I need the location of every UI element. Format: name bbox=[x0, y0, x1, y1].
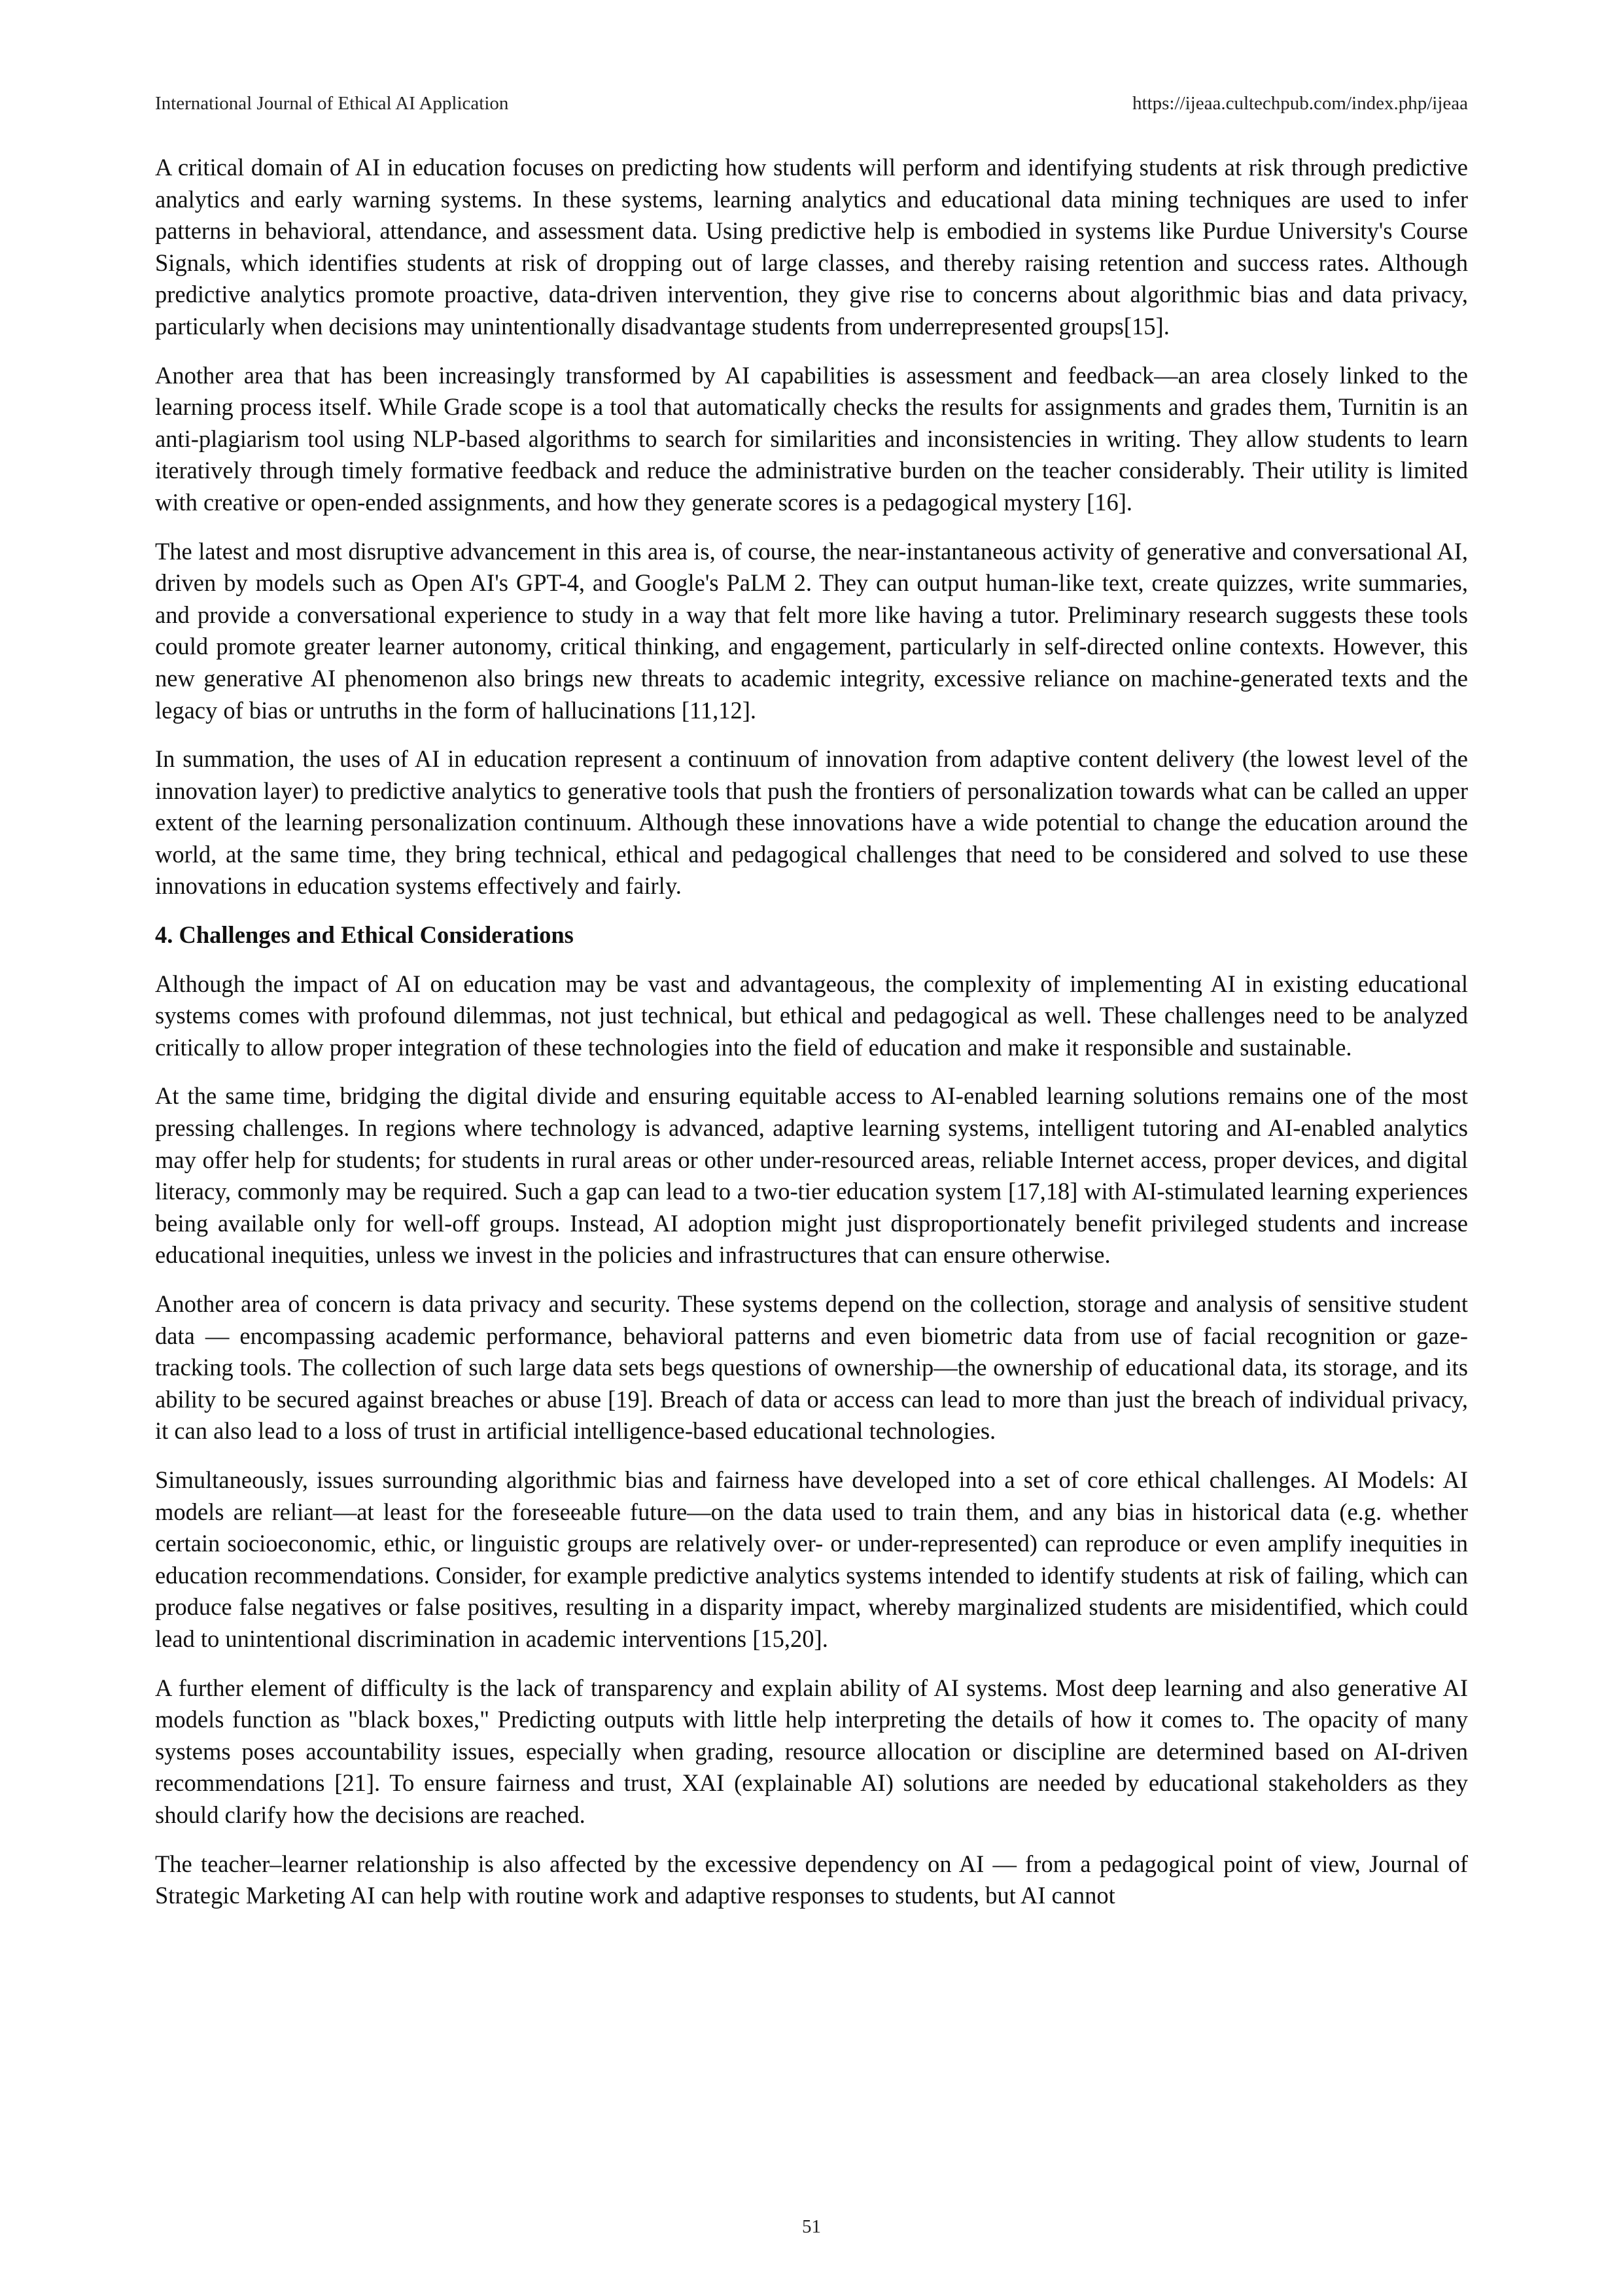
paragraph: At the same time, bridging the digital divide and ensuring equitable access to AI-enabled learning solutions remains one of the most pressing challenges. In regions where technology is advanced, adaptive learning systems, intelligent tutoring and AI-enabled analytics may offer help for students; for students in rural areas or other under-resourced areas, reliable Internet access, proper devices, and digital literacy, commonly may be required. Such a gap can lead to a two-tier education system [17,18] with AI-stimulated learning experiences being available only for well-off groups. Instead, AI adoption might just disproportionately benefit privileged students and increase educational inequities, unless we invest in the policies and infrastructures that can ensure otherwise. bbox=[155, 1082, 1468, 1269]
page-footer bbox=[0, 2214, 1623, 2240]
paragraph: A critical domain of AI in education focuses on predicting how students will perform and identifying students at risk through predictive analytics and early warning systems. In these systems, learning analytics and educational data mining techniques are used to infer patterns in behavioral, attendance, and assessment data. Using predictive help is embodied in systems like Purdue University's Course Signals, which identifies students at risk of dropping out of large classes, and thereby raising retention and success rates. Although predictive analytics promote proactive, data-driven intervention, they give rise to concerns about algorithmic bias and data privacy, particularly when decisions may unintentionally disadvantage students from underrepresented groups[15]. bbox=[155, 154, 1468, 340]
paragraph: A further element of difficulty is the lack of transparency and explain ability of AI systems. Most deep learning and also generative AI models function as "black boxes," Predicting outputs with little help interpreting the details of how it comes to. The opacity of many systems poses accountability issues, especially when grading, resource allocation or discipline are determined based on AI-driven recommendations [21]. To ensure fairness and trust, XAI (explainable AI) solutions are needed by educational stakeholders as they should clarify how the decisions are reached. bbox=[155, 1674, 1468, 1828]
section-heading: 4. Challenges and Ethical Considerations bbox=[155, 921, 574, 949]
paragraph: Simultaneously, issues surrounding algorithmic bias and fairness have developed into a set of core ethical challenges. AI Models: AI models are reliant—at least for the foreseeable future—on the data used to train them, and any bias in historical data (e.g. whether certain socioeconomic, ethic, or linguistic groups are relatively over- or under-represented) can reproduce or even amplify inequities in education recommendations. Consider, for example predictive analytics systems intended to identify students at risk of failing, which can produce false negatives or false positives, resulting in a disparity impact, whereby marginalized students are misidentified, which could lead to unintentional discrimination in academic interventions [15,20]. bbox=[155, 1466, 1468, 1652]
paragraph: Although the impact of AI on education may be vast and advantageous, the complexity of implementing AI in existing educational systems comes with profound dilemmas, not just technical, but ethical and pedagogical as well. These challenges need to be analyzed critically to allow proper integration of these technologies into the field of education and make it responsible and sustainable. bbox=[155, 970, 1468, 1061]
page-number: 51 bbox=[802, 2216, 821, 2237]
paragraph: Another area of concern is data privacy and security. These systems depend on the collection, storage and analysis of sensitive student data — encompassing academic performance, behavioral patterns and even biometric data from use of facial recognition or gaze-tracking tools. The collection of such large data sets begs questions of ownership—the ownership of educational data, its storage, and its ability to be secured against breaches or abuse [19]. Breach of data or access can lead to more than just the breach of individual privacy, it can also lead to a loss of trust in artificial intelligence-based educational technologies. bbox=[155, 1290, 1468, 1445]
journal-name: International Journal of Ethical AI Application bbox=[155, 93, 509, 114]
paragraph: The teacher–learner relationship is also affected by the excessive dependency on AI — from a pedagogical point of view, Journal of Strategic Marketing AI can help with routine work and adaptive responses to students, but AI cannot bbox=[155, 1850, 1468, 1909]
paragraph: Another area that has been increasingly transformed by AI capabilities is assessment and feedback—an area closely linked to the learning process itself. While Grade scope is a tool that automatically checks the results for assignments and grades them, Turnitin is an anti-plagiarism tool using NLP-based algorithms to search for similarities and inconsistencies in writing. They allow students to learn iteratively through timely formative feedback and reduce the administrative burden on the teacher considerably. Their utility is limited with creative or open-ended assignments, and how they generate scores is a pedagogical mystery [16]. bbox=[155, 361, 1468, 516]
running-header bbox=[155, 90, 1468, 116]
paragraph: The latest and most disruptive advancement in this area is, of course, the near-instantaneous activity of generative and conversational AI, driven by models such as Open AI's GPT-4, and Google's PaLM 2. They can output human-like text, create quizzes, write summaries, and provide a conversational experience to study in a way that felt more like having a tutor. Preliminary research suggests these tools could promote greater learner autonomy, critical thinking, and engagement, particularly in self-directed online contexts. However, this new generative AI phenomenon also brings new threats to academic integrity, excessive reliance on machine-generated texts and the legacy of bias or untruths in the form of hallucinations [11,12]. bbox=[155, 537, 1468, 724]
paragraph: In summation, the uses of AI in education represent a continuum of innovation from adaptive content delivery (the lowest level of the innovation layer) to predictive analytics to generative tools that push the frontiers of personalization towards what can be called an upper extent of the learning personalization continuum. Although these innovations have a wide potential to change the education around the world, at the same time, they bring technical, ethical and pedagogical challenges that need to be considered and solved to use these innovations in education systems effectively and fairly. bbox=[155, 745, 1468, 900]
article-body bbox=[155, 152, 1468, 1929]
journal-url: https://ijeaa.cultechpub.com/index.php/ijeaa bbox=[1132, 93, 1468, 114]
